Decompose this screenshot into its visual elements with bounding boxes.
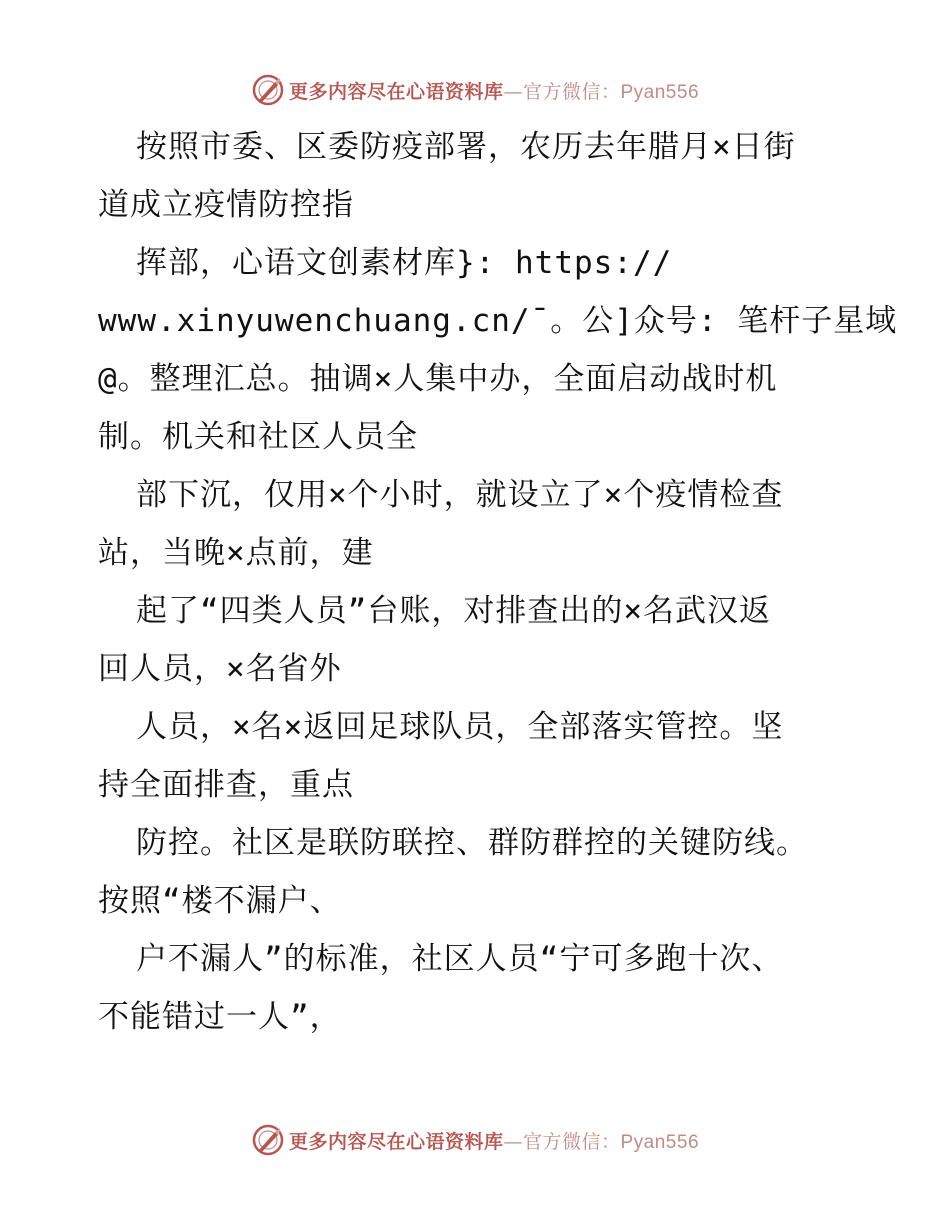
header-text [289,77,699,104]
text-line: 制。机关和社区人员全 [98,419,418,455]
quill-pen-icon [251,1123,285,1157]
text-line: 按照市委、区委防疫部署，农历去年腊月×日街 [136,129,796,165]
body-text [98,118,898,1046]
text-line: 不能错过一人”， [98,999,342,1035]
header-separator: — [503,80,523,103]
text-line: 人员，×名×返回足球队员，全部落实管控。坚 [136,709,784,745]
text-line: 部下沉，仅用×个小时，就设立了×个疫情检查 [136,477,784,513]
header-wechat-id: Pyan556 [620,81,700,103]
text-line: 挥部，心语文创素材库}: https:// [136,245,673,281]
footer-banner [0,1120,950,1160]
footer-wechat-id: Pyan556 [620,1131,700,1153]
header-banner [0,70,950,110]
text-line: 持全面排查，重点 [98,767,354,803]
text-line: 回人员，×名省外 [98,651,342,687]
text-line: 防控。社区是联防联控、群防群控的关键防线。 [136,825,808,861]
text-line: 按照“楼不漏户、 [98,883,342,919]
text-line: 道成立疫情防控指 [98,187,354,223]
text-line: 站，当晚×点前，建 [98,535,374,571]
footer-separator: — [503,1130,523,1153]
text-line: 起了“四类人员”台账，对排查出的×名武汉返 [136,593,771,629]
text-line: www.xinyuwenchuang.cn/¯。公]众号: 笔杆子星域 [98,303,898,339]
footer-brand: 更多内容尽在心语资料库 [288,1130,504,1153]
text-line: 户不漏人”的标准，社区人员“宁可多跑十次、 [136,941,784,977]
footer-text [289,1127,699,1154]
header-brand: 更多内容尽在心语资料库 [288,80,504,103]
footer-wechat-label: 官方微信： [522,1130,621,1153]
header-wechat-label: 官方微信： [522,80,621,103]
quill-pen-icon [251,73,285,107]
text-line: @。整理汇总。抽调×人集中办，全面启动战时机 [98,361,778,397]
